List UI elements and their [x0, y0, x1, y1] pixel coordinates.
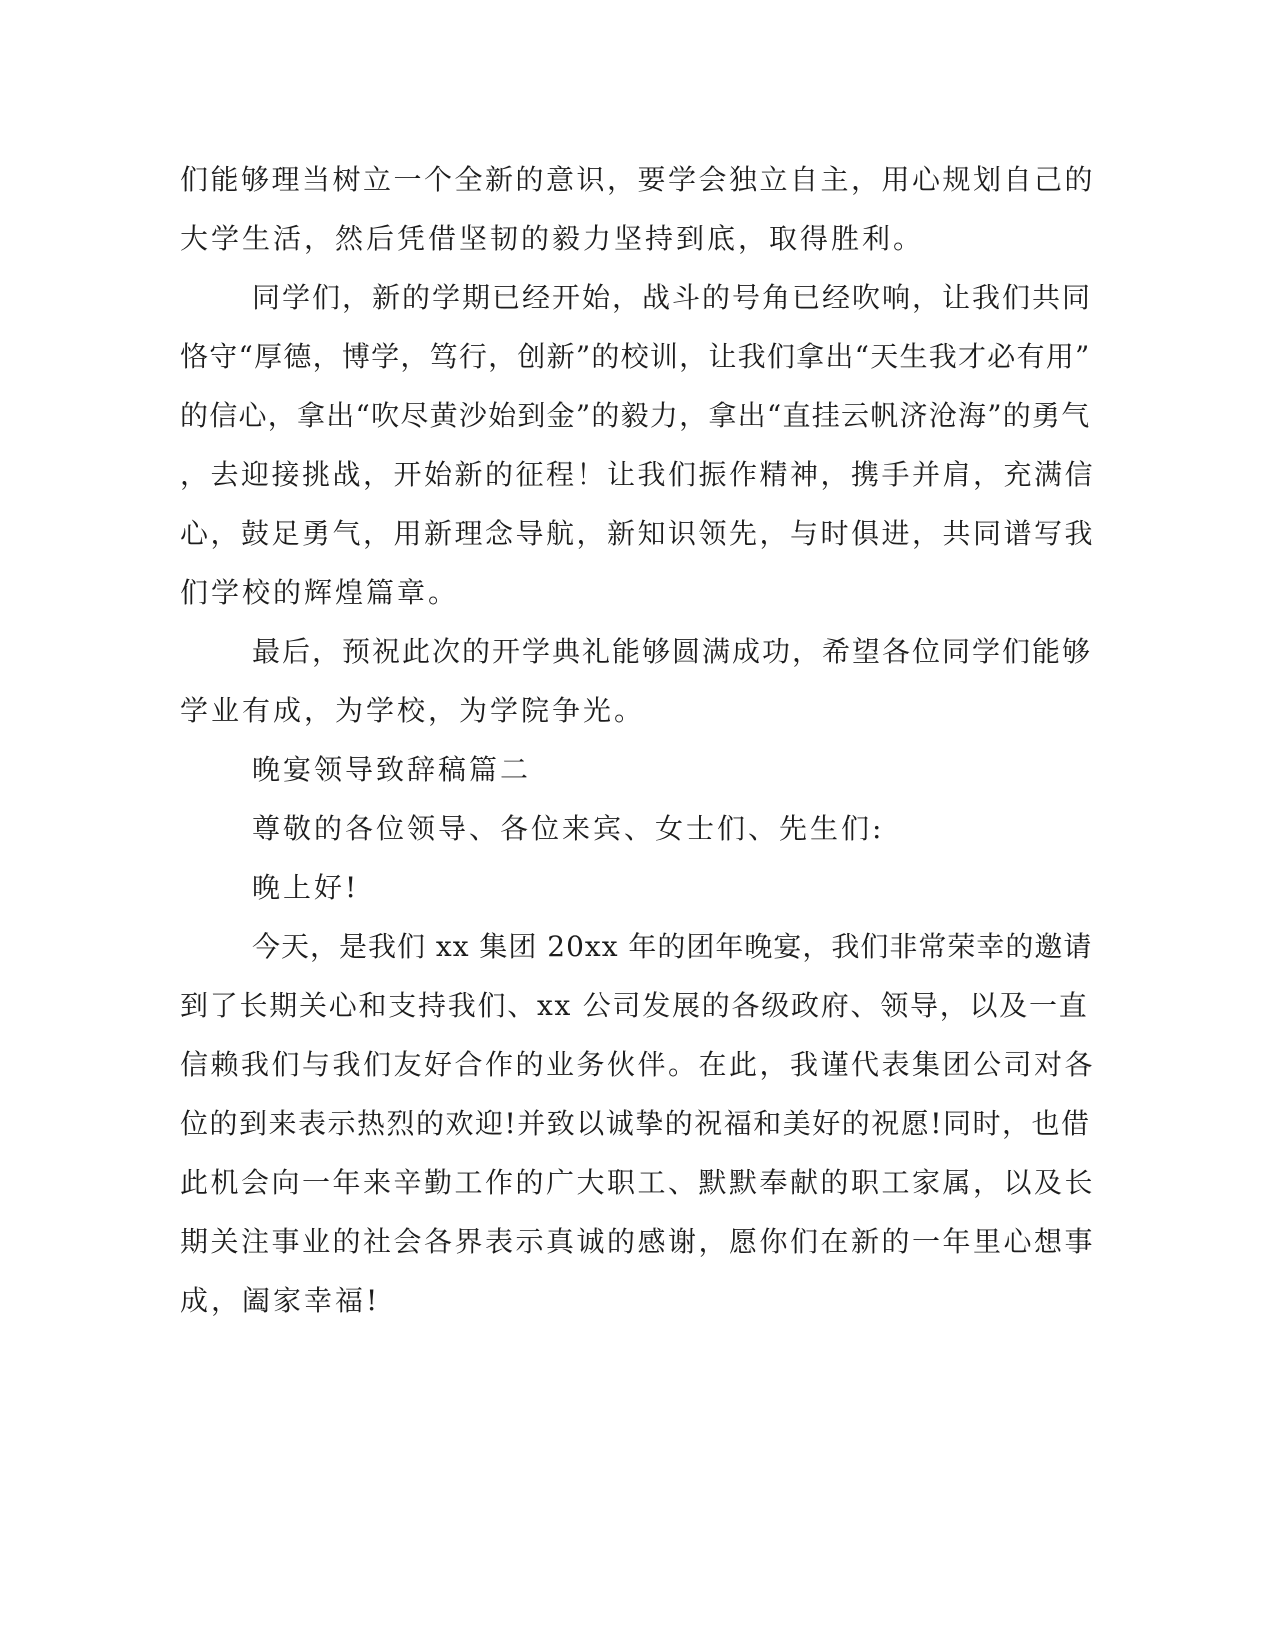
text-line: 的信心，拿出“吹尽黄沙始到金”的毅力，拿出“直挂云帆济沧海”的勇气 — [180, 399, 1091, 432]
section-title: 晚宴领导致辞稿篇二 — [252, 753, 532, 786]
text-line: 今天，是我们 xx 集团 20xx 年的团年晚宴，我们非常荣幸的邀请 — [252, 930, 1093, 963]
text-line: 期关注事业的社会各界表示真诚的感谢，愿你们在新的一年里心想事 — [180, 1225, 1096, 1258]
text-line: 信赖我们与我们友好合作的业务伙伴。在此，我谨代表集团公司对各 — [180, 1048, 1096, 1081]
greeting: 晚上好! — [252, 871, 360, 904]
text-line: 恪守“厚德，博学，笃行，创新”的校训，让我们拿出“天生我才必有用” — [180, 340, 1091, 373]
text-line: 大学生活，然后凭借坚韧的毅力坚持到底，取得胜利。 — [180, 222, 925, 255]
text-line: 们能够理当树立一个全新的意识，要学会独立自主，用心规划自己的 — [180, 163, 1096, 196]
text-line: 到了长期关心和支持我们、xx 公司发展的各级政府、领导，以及一直 — [180, 989, 1089, 1022]
text-line: 们学校的辉煌篇章。 — [180, 576, 460, 609]
text-line: 最后，预祝此次的开学典礼能够圆满成功，希望各位同学们能够 — [252, 635, 1093, 668]
text-line: 同学们，新的学期已经开始，战斗的号角已经吹响，让我们共同 — [252, 281, 1093, 314]
text-line: ，去迎接挑战，开始新的征程！让我们振作精神，携手并肩，充满信 — [180, 458, 1096, 491]
text-line: 学业有成，为学校，为学院争光。 — [180, 694, 646, 727]
text-line: 心，鼓足勇气，用新理念导航，新知识领先，与时俱进，共同谱写我 — [180, 517, 1096, 550]
text-line: 位的到来表示热烈的欢迎!并致以诚挚的祝福和美好的祝愿!同时，也借 — [180, 1107, 1091, 1140]
text-line: 成，阖家幸福! — [180, 1284, 381, 1317]
salutation: 尊敬的各位领导、各位来宾、女士们、先生们: — [252, 812, 885, 845]
text-line: 此机会向一年来辛勤工作的广大职工、默默奉献的职工家属，以及长 — [180, 1166, 1096, 1199]
